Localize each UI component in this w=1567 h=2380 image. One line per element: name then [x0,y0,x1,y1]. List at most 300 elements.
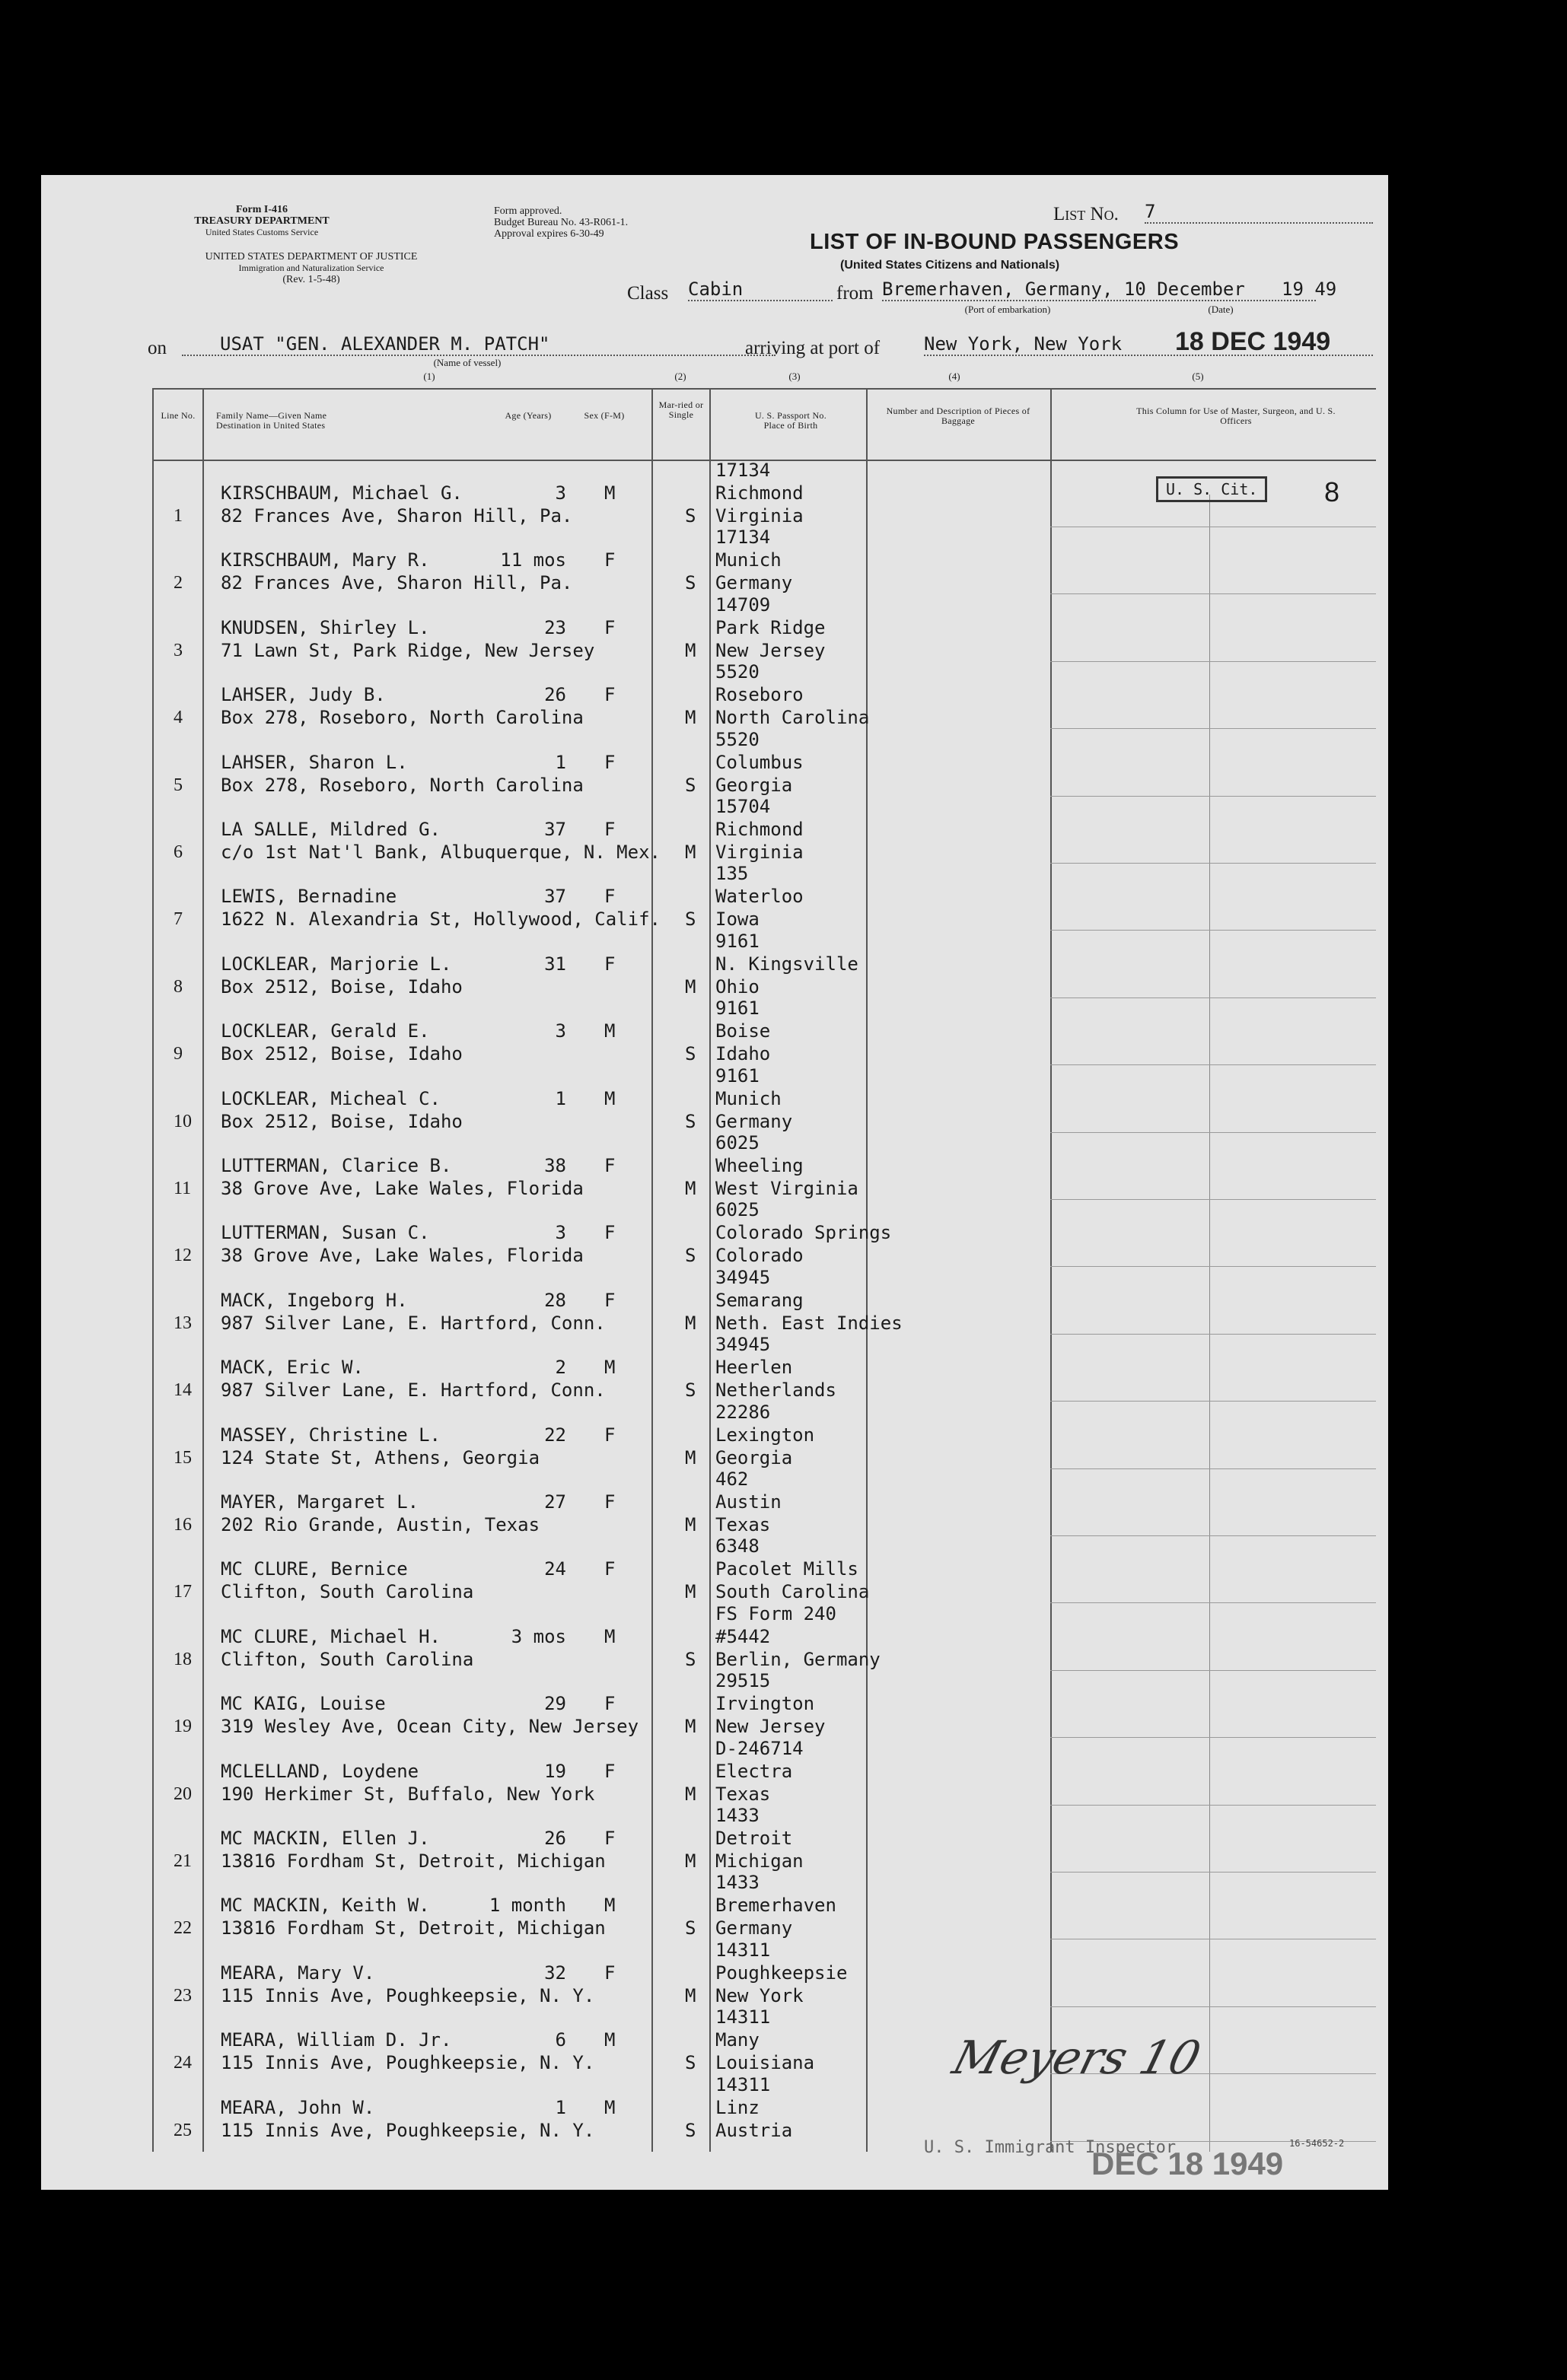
customs-service: United States Customs Service [205,227,319,237]
passenger-birth-city: Poughkeepsie [715,1962,848,1984]
passenger-birth-city: N. Kingsville [715,953,858,975]
passenger-name: MACK, Eric W. [221,1357,364,1379]
passenger-row [41,461,1388,528]
passenger-sex: M [604,2096,616,2118]
passenger-birth-city: Park Ridge [715,616,826,638]
page-title: LIST OF IN-BOUND PASSENGERS [810,230,1180,254]
passenger-line-number: 25 [174,2120,192,2140]
passenger-birth-city: Pacolet Mills [715,1558,858,1580]
passenger-sex: M [604,2029,616,2051]
citizen-count: 8 [1324,476,1340,508]
inspector-stamp-date: DEC 18 1949 [1091,2146,1284,2181]
passenger-birth-city: Austin [715,1491,782,1513]
passenger-sex: F [604,953,616,975]
passenger-birth-city: Heerlen [715,1357,793,1379]
passenger-sex: F [604,886,616,908]
passenger-row [41,1537,1388,1604]
passenger-destination: Box 2512, Boise, Idaho [221,975,463,998]
passenger-marital-status: M [685,1312,696,1334]
row-separator [1050,930,1376,931]
passenger-age: 26 [544,1828,566,1849]
passenger-sex: M [604,1020,616,1042]
passenger-destination: 319 Wesley Ave, Ocean City, New Jersey [221,1716,639,1738]
passenger-birth-city: Roseboro [715,684,804,706]
row-separator [1050,1132,1376,1133]
col-header-age: Age (Years) [505,410,552,421]
vessel-caption: (Name of vessel) [433,357,502,368]
approval-line-3: Approval expires 6-30-49 [494,228,604,240]
passenger-marital-status: M [685,1446,696,1468]
passenger-line-number: 2 [174,573,183,593]
passenger-destination: 987 Silver Lane, E. Hartford, Conn. [221,1379,606,1402]
approval-line-2: Budget Bureau No. 43-R061-1. [494,217,629,228]
passenger-name: LA SALLE, Mildred G. [221,819,441,840]
form-revision: (Rev. 1-5-48) [282,274,340,285]
class-value: Cabin [688,278,833,301]
passenger-line-number: 20 [174,1783,192,1804]
passenger-destination: 124 State St, Athens, Georgia [221,1446,540,1468]
passenger-sex: F [604,1424,616,1446]
passenger-name: MC CLURE, Bernice [221,1558,408,1580]
passenger-sex: F [604,1558,616,1580]
passenger-row [41,1672,1388,1739]
passenger-passport-number: 6348 [715,1535,760,1558]
from-label: from [836,283,874,304]
passenger-sex: F [604,1693,616,1715]
passenger-passport-number: 15704 [715,796,771,817]
passenger-birth-state: Colorado [715,1245,804,1267]
passenger-birth-state: Texas [715,1783,771,1805]
year-value: 19 49 [1282,278,1337,300]
passenger-passport-number: FS Form 240 [715,1602,836,1624]
passenger-destination: 38 Grove Ave, Lake Wales, Florida [221,1245,584,1267]
passenger-row [41,1602,1388,1672]
row-separator [1050,796,1376,797]
passenger-line-number: 22 [174,1918,192,1939]
row-separator [1050,1737,1376,1738]
treasury-dept: TREASURY DEPARTMENT [194,215,330,227]
passenger-marital-status: S [685,1110,696,1132]
passenger-birth-state: North Carolina [715,707,870,729]
passenger-birth-city: Munich [715,1087,782,1109]
row-separator [1050,1334,1376,1335]
passenger-row [41,1201,1388,1268]
passenger-birth-city: Munich [715,549,782,571]
passenger-passport-number: 17134 [715,460,771,481]
passenger-birth-state: Germany [715,1917,793,1939]
passenger-line-number: 12 [174,1246,192,1266]
passenger-birth-city: Waterloo [715,886,804,908]
passenger-sex: M [604,482,616,504]
passenger-birth-city: Richmond [715,819,804,840]
row-separator [1050,2006,1376,2007]
passenger-marital-status: M [685,1178,696,1199]
passenger-name: LEWIS, Bernadine [221,886,397,908]
table-top-border [152,388,1376,390]
row-separator [1050,1401,1376,1402]
passenger-destination: Box 2512, Boise, Idaho [221,1110,463,1132]
passenger-birth-state: Louisiana [715,2052,815,2074]
passenger-passport-number: 22286 [715,1401,771,1423]
passenger-age: 38 [544,1155,566,1176]
passenger-marital-status: M [685,842,696,863]
ins-service: Immigration and Naturalization Service [238,262,384,273]
row-separator [1050,1199,1376,1200]
passenger-sex: F [604,684,616,706]
inspector-signature: Meyers 10 [947,2032,1206,2085]
passenger-destination: Clifton, South Carolina [221,1648,474,1670]
row-separator [1050,1468,1376,1469]
passenger-age: 1 [555,1087,566,1109]
passenger-row [41,932,1388,999]
passenger-manifest-page [41,175,1388,2190]
passenger-sex: F [604,1760,616,1782]
passenger-name: LAHSER, Sharon L. [221,751,408,773]
passenger-row [41,1739,1388,1806]
passenger-marital-status: S [685,1917,696,1939]
passenger-marital-status: M [685,1783,696,1805]
passenger-line-number: 23 [174,1985,192,2006]
passenger-birth-state: Georgia [715,774,793,796]
col-header-name-label: Family Name—Given Name [216,410,327,421]
passenger-marital-status: S [685,2052,696,2074]
passenger-age: 19 [544,1760,566,1782]
passenger-birth-city: Lexington [715,1424,815,1446]
passenger-line-number: 1 [174,506,183,526]
passenger-sex: F [604,1491,616,1513]
passenger-name: MACK, Ingeborg H. [221,1289,408,1311]
passenger-row [41,1470,1388,1537]
passenger-destination: 115 Innis Ave, Poughkeepsie, N. Y. [221,1984,595,2006]
passenger-birth-state: Texas [715,1514,771,1535]
passenger-age: 3 [555,1020,566,1042]
col-header-officer: This Column for Use of Master, Surgeon, and U. S. Officers [1136,406,1336,426]
col-num-1: (1) [423,371,435,382]
passenger-destination: 115 Innis Ave, Poughkeepsie, N. Y. [221,2119,595,2141]
passenger-passport-number: 29515 [715,1670,771,1692]
passenger-name: LOCKLEAR, Gerald E. [221,1020,430,1042]
passenger-row [41,864,1388,931]
passenger-marital-status: S [685,1043,696,1065]
inspector-stamp-text: U. S. Immigrant Inspector [924,2138,1177,2157]
passenger-birth-city: #5442 [715,1625,771,1647]
passenger-birth-city: Linz [715,2096,760,2118]
row-separator [1050,661,1376,662]
passenger-name: LOCKLEAR, Micheal C. [221,1087,441,1109]
passenger-row [41,1941,1388,2008]
passenger-age: 31 [544,953,566,975]
passenger-passport-number: 462 [715,1468,749,1490]
passenger-passport-number: D-246714 [715,1737,804,1759]
passenger-marital-status: M [685,639,696,661]
passenger-destination: 202 Rio Grande, Austin, Texas [221,1514,540,1535]
passenger-marital-status: M [685,1716,696,1738]
passenger-destination: 1622 N. Alexandria St, Hollywood, Calif. [221,908,661,931]
passenger-name: LOCKLEAR, Marjorie L. [221,953,452,975]
passenger-birth-state: Germany [715,572,793,594]
passenger-passport-number: 17134 [715,527,771,549]
list-number-value: 7 [1145,201,1373,224]
passenger-row [41,1268,1388,1335]
passenger-birth-state: Germany [715,1110,793,1132]
col-header-baggage: Number and Description of Pieces of Baggage [886,406,1030,426]
passenger-row [41,1064,1388,1134]
col-header-name [216,411,422,431]
passenger-age: 32 [544,1962,566,1984]
passenger-birth-state: Ohio [715,975,760,998]
passenger-passport-number: 5520 [715,661,760,683]
passenger-name: LAHSER, Judy B. [221,684,386,706]
passenger-row [41,663,1388,730]
passenger-birth-state: Netherlands [715,1379,836,1402]
date-caption: (Date) [1208,304,1234,315]
passenger-line-number: 4 [174,708,183,728]
passenger-destination: 987 Silver Lane, E. Hartford, Conn. [221,1312,606,1334]
passenger-age: 26 [544,684,566,706]
passenger-line-number: 16 [174,1515,192,1535]
col-header-passport [718,411,863,431]
passenger-age: 3 mos [511,1625,566,1647]
passenger-birth-state: West Virginia [715,1178,858,1199]
justice-dept: UNITED STATES DEPARTMENT OF JUSTICE [205,251,418,262]
passenger-row [41,797,1388,864]
passenger-sex: M [604,1357,616,1379]
vessel-name-value: USAT "GEN. ALEXANDER M. PATCH" [182,333,776,356]
passenger-name: MC CLURE, Michael H. [221,1625,441,1647]
passenger-destination: 190 Herkimer St, Buffalo, New York [221,1783,595,1805]
passenger-birth-city: Many [715,2029,760,2051]
arrival-port-value: New York, New York [924,333,1373,356]
form-header-left [132,204,391,238]
passenger-name: MEARA, William D. Jr. [221,2029,452,2051]
on-label: on [148,338,167,358]
list-number-label: List No. [1053,204,1119,224]
passenger-age: 23 [544,616,566,638]
passenger-sex: F [604,751,616,773]
passenger-destination: 71 Lawn St, Park Ridge, New Jersey [221,639,595,661]
passenger-line-number: 15 [174,1447,192,1468]
passenger-sex: F [604,819,616,840]
passenger-age: 2 [555,1357,566,1379]
passenger-passport-number: 14311 [715,2073,771,2095]
col-num-5: (5) [1192,371,1204,382]
passenger-name: LUTTERMAN, Susan C. [221,1222,430,1244]
form-number: Form I-416 [235,204,288,215]
row-separator [1050,1602,1376,1603]
passenger-sex: F [604,1222,616,1244]
passenger-birth-state: New Jersey [715,1716,826,1738]
passenger-destination: Box 278, Roseboro, North Carolina [221,707,584,729]
col-header-birth-label: Place of Birth [763,420,818,431]
passenger-birth-state: Neth. East Indies [715,1312,903,1334]
passenger-marital-status: S [685,1245,696,1267]
passenger-marital-status: S [685,505,696,527]
passenger-name: KIRSCHBAUM, Mary R. [221,549,430,571]
footer-print-code: 16-54652-2 [1289,2138,1345,2149]
passenger-birth-state: Berlin, Germany [715,1648,881,1670]
passenger-age: 29 [544,1693,566,1715]
passenger-birth-state: Michigan [715,1850,804,1872]
passenger-birth-city: Colorado Springs [715,1222,892,1244]
port-embarkation-caption: (Port of embarkation) [964,304,1051,315]
passenger-marital-status: S [685,908,696,931]
passenger-age: 3 [555,1222,566,1244]
passenger-line-number: 6 [174,842,183,862]
passenger-sex: F [604,1828,616,1849]
passenger-marital-status: M [685,707,696,729]
passenger-birth-state: Idaho [715,1043,771,1065]
arrival-date-stamp: 18 DEC 1949 [1175,327,1331,356]
row-separator [1050,1670,1376,1671]
passenger-birth-city: Bremerhaven [715,1895,836,1917]
approval-line-1: Form approved. [494,205,562,217]
passenger-marital-status: S [685,1648,696,1670]
passenger-marital-status: M [685,1514,696,1535]
passenger-marital-status: M [685,1850,696,1872]
passenger-birth-state: Iowa [715,908,760,931]
passenger-line-number: 24 [174,2053,192,2073]
passenger-marital-status: M [685,975,696,998]
passenger-passport-number: 14311 [715,1939,771,1961]
passenger-age: 37 [544,886,566,908]
passenger-birth-city: Richmond [715,482,804,504]
col-header-line: Line No. [161,410,196,421]
passenger-passport-number: 34945 [715,1266,771,1288]
col-num-2: (2) [674,371,686,382]
passenger-birth-city: Irvington [715,1693,815,1715]
passenger-age: 37 [544,819,566,840]
passenger-marital-status: M [685,1581,696,1603]
passenger-sex: F [604,549,616,571]
passenger-row [41,2073,1388,2143]
passenger-passport-number: 6025 [715,1199,760,1221]
passenger-sex: M [604,1625,616,1647]
form-header-left-2 [148,251,475,285]
us-citizen-stamp: U. S. Cit. [1156,476,1267,502]
row-separator [1050,1535,1376,1536]
passenger-line-number: 18 [174,1649,192,1669]
passenger-name: MCLELLAND, Loydene [221,1760,419,1782]
passenger-line-number: 13 [174,1312,192,1333]
passenger-destination: 82 Frances Ave, Sharon Hill, Pa. [221,572,573,594]
passenger-passport-number: 34945 [715,1334,771,1356]
passenger-destination: Box 278, Roseboro, North Carolina [221,774,584,796]
passenger-name: KNUDSEN, Shirley L. [221,616,430,638]
passenger-passport-number: 135 [715,863,749,885]
passenger-marital-status: M [685,1984,696,2006]
passenger-birth-state: Austria [715,2119,793,2141]
class-label: Class [627,283,669,304]
passenger-destination: Box 2512, Boise, Idaho [221,1043,463,1065]
passenger-age: 6 [555,2029,566,2051]
col-num-3: (3) [788,371,801,382]
passenger-sex: F [604,1155,616,1176]
passenger-sex: M [604,1895,616,1917]
passenger-birth-city: Wheeling [715,1155,804,1176]
passenger-line-number: 3 [174,640,183,660]
passenger-birth-city: Columbus [715,751,804,773]
passenger-row [41,1335,1388,1402]
passenger-marital-status: S [685,774,696,796]
row-separator [1050,863,1376,864]
passenger-age: 27 [544,1491,566,1513]
passenger-passport-number: 5520 [715,728,760,750]
passenger-sex: M [604,1087,616,1109]
page-subtitle: (United States Citizens and Nationals) [840,259,1060,272]
from-port-value: Bremerhaven, Germany, 10 December [882,278,1316,301]
passenger-age: 1 month [489,1895,566,1917]
passenger-age: 11 mos [500,549,566,571]
passenger-destination: Clifton, South Carolina [221,1581,474,1603]
passenger-age: 24 [544,1558,566,1580]
passenger-sex: F [604,1289,616,1311]
passenger-passport-number: 14311 [715,2006,771,2028]
passenger-name: KIRSCHBAUM, Michael G. [221,482,463,504]
passenger-birth-state: South Carolina [715,1581,870,1603]
passenger-birth-city: Semarang [715,1289,804,1311]
passenger-row [41,1403,1388,1470]
row-separator [1050,593,1376,594]
passenger-birth-city: Electra [715,1760,793,1782]
passenger-destination: 38 Grove Ave, Lake Wales, Florida [221,1178,584,1199]
passenger-age: 28 [544,1289,566,1311]
passenger-passport-number: 1433 [715,1805,760,1826]
passenger-birth-state: Georgia [715,1446,793,1468]
passenger-name: MC MACKIN, Keith W. [221,1895,430,1917]
passenger-birth-state: Virginia [715,842,804,863]
passenger-name: MC KAIG, Louise [221,1693,386,1715]
passenger-line-number: 19 [174,1717,192,1737]
passenger-name: MEARA, John W. [221,2096,375,2118]
passenger-row [41,999,1388,1066]
passenger-marital-status: S [685,2119,696,2141]
arriving-label: arriving at port of [745,338,881,358]
passenger-sex: F [604,616,616,638]
passenger-line-number: 7 [174,909,183,930]
passenger-row [41,1134,1388,1201]
passenger-destination: c/o 1st Nat'l Bank, Albuquerque, N. Mex. [221,842,661,863]
passenger-passport-number: 9161 [715,1064,760,1087]
passenger-line-number: 21 [174,1851,192,1871]
col-header-sex: Sex (F-M) [584,410,625,421]
passenger-name: MAYER, Margaret L. [221,1491,419,1513]
passenger-line-number: 14 [174,1380,192,1401]
passenger-age: 22 [544,1424,566,1446]
col-num-4: (4) [948,371,960,382]
passenger-destination: 82 Frances Ave, Sharon Hill, Pa. [221,505,573,527]
passenger-passport-number: 1433 [715,1872,760,1894]
passenger-marital-status: S [685,572,696,594]
passenger-line-number: 10 [174,1111,192,1131]
passenger-row [41,1873,1388,1940]
passenger-name: LUTTERMAN, Clarice B. [221,1155,452,1176]
passenger-destination: 115 Innis Ave, Poughkeepsie, N. Y. [221,2052,595,2074]
row-separator [1050,1805,1376,1806]
col-header-passport-label: U. S. Passport No. [754,410,827,421]
passenger-birth-city: Boise [715,1020,771,1042]
passenger-row [41,528,1388,595]
passenger-age: 1 [555,751,566,773]
passenger-line-number: 17 [174,1582,192,1602]
passenger-passport-number: 14709 [715,593,771,616]
passenger-name: MASSEY, Christine L. [221,1424,441,1446]
passenger-row [41,593,1388,663]
row-separator [1050,728,1376,729]
passenger-passport-number: 9161 [715,998,760,1020]
passenger-birth-state: Virginia [715,505,804,527]
passenger-age: 1 [555,2096,566,2118]
passenger-destination: 13816 Fordham St, Detroit, Michigan [221,1917,606,1939]
